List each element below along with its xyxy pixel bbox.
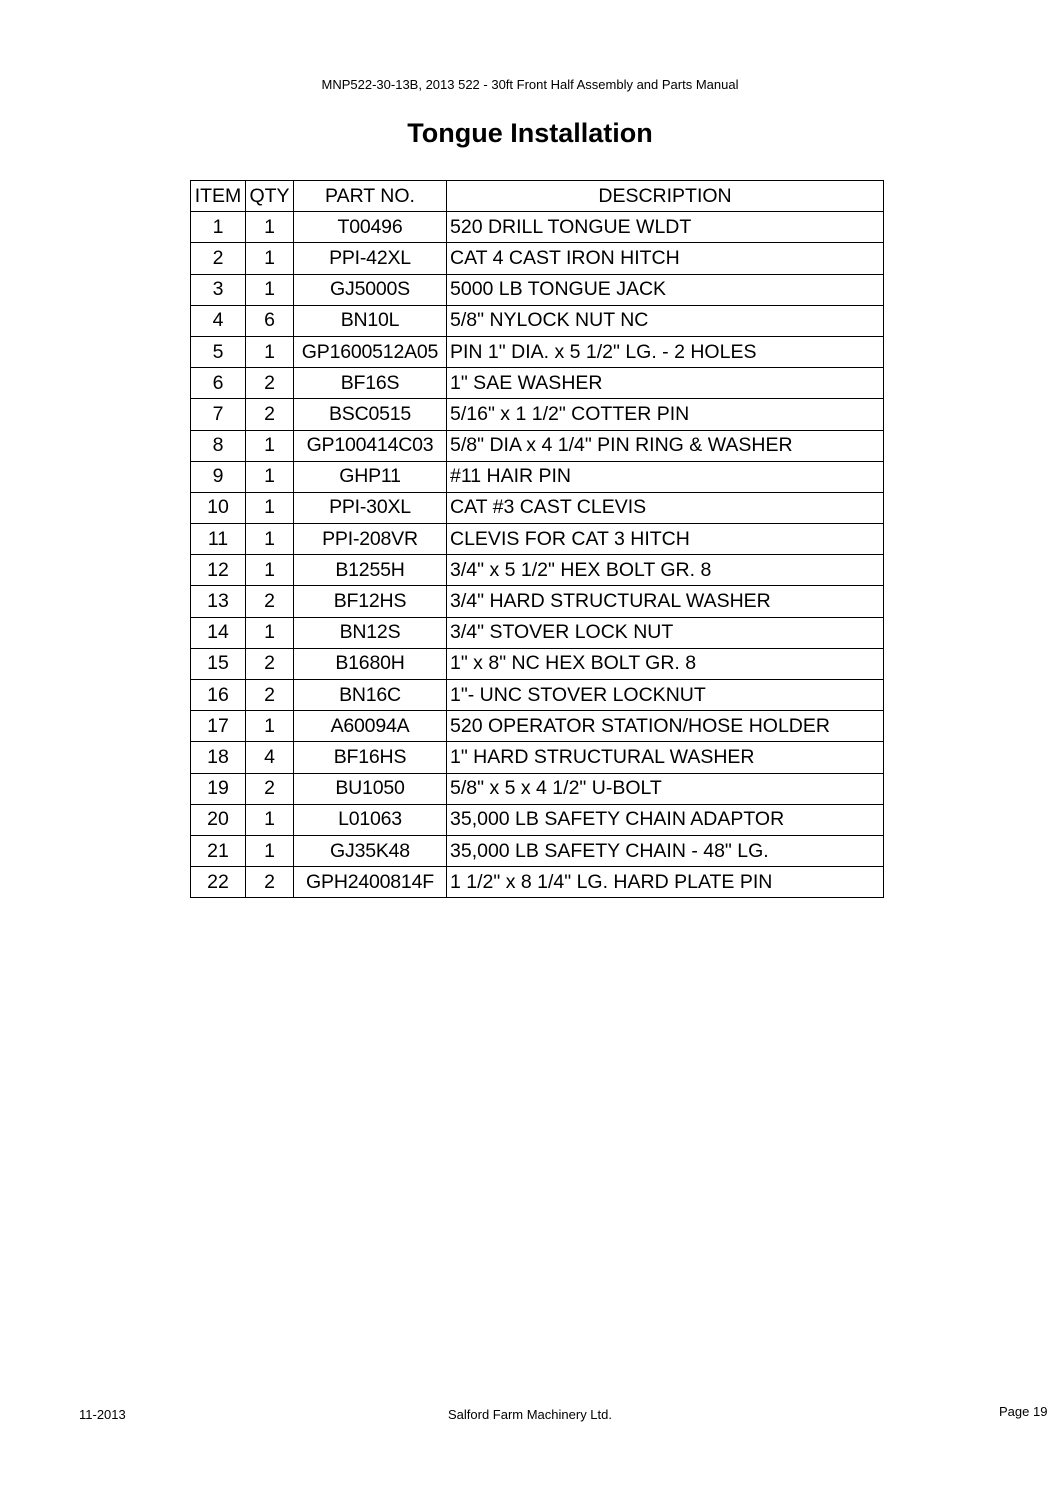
description-cell: 520 OPERATOR STATION/HOSE HOLDER: [447, 711, 884, 742]
item-cell: 9: [191, 461, 246, 492]
parts-table-body: [191, 212, 884, 898]
table-row: [191, 648, 884, 679]
table-row: [191, 274, 884, 305]
item-cell: 12: [191, 555, 246, 586]
item-cell: 4: [191, 305, 246, 336]
description-cell: 5/16" x 1 1/2" COTTER PIN: [447, 399, 884, 430]
qty-cell: 1: [246, 336, 294, 367]
item-cell: 16: [191, 680, 246, 711]
table-row: [191, 492, 884, 523]
description-cell: 3/4" x 5 1/2" HEX BOLT GR. 8: [447, 555, 884, 586]
item-cell: 20: [191, 804, 246, 835]
table-row: [191, 430, 884, 461]
qty-cell: 2: [246, 399, 294, 430]
item-cell: 2: [191, 243, 246, 274]
description-cell: CAT 4 CAST IRON HITCH: [447, 243, 884, 274]
part-number-cell: T00496: [294, 212, 447, 243]
parts-table: [190, 180, 884, 898]
qty-cell: 1: [246, 461, 294, 492]
table-row: [191, 305, 884, 336]
part-number-cell: BF16S: [294, 368, 447, 399]
qty-cell: 1: [246, 430, 294, 461]
item-cell: 1: [191, 212, 246, 243]
item-cell: 7: [191, 399, 246, 430]
qty-cell: 1: [246, 617, 294, 648]
part-number-cell: GP1600512A05: [294, 336, 447, 367]
table-row: [191, 867, 884, 898]
item-cell: 5: [191, 336, 246, 367]
qty-cell: 1: [246, 212, 294, 243]
part-number-cell: GHP11: [294, 461, 447, 492]
table-row: [191, 586, 884, 617]
table-row: [191, 243, 884, 274]
part-number-cell: PPI-42XL: [294, 243, 447, 274]
part-number-cell: BF16HS: [294, 742, 447, 773]
part-number-cell: L01063: [294, 804, 447, 835]
table-row: [191, 711, 884, 742]
part-number-cell: BF12HS: [294, 586, 447, 617]
item-cell: 14: [191, 617, 246, 648]
part-number-cell: BN12S: [294, 617, 447, 648]
description-cell: 1" x 8" NC HEX BOLT GR. 8: [447, 648, 884, 679]
qty-cell: 1: [246, 524, 294, 555]
column-header-part-no: PART NO.: [294, 181, 447, 212]
part-number-cell: BN10L: [294, 305, 447, 336]
part-number-cell: GP100414C03: [294, 430, 447, 461]
part-number-cell: PPI-208VR: [294, 524, 447, 555]
description-cell: 35,000 LB SAFETY CHAIN ADAPTOR: [447, 804, 884, 835]
table-row: [191, 524, 884, 555]
document-header: MNP522-30-13B, 2013 522 - 30ft Front Half Assembly and Parts Manual: [321, 77, 739, 92]
qty-cell: 1: [246, 274, 294, 305]
item-cell: 11: [191, 524, 246, 555]
item-cell: 13: [191, 586, 246, 617]
table-row: [191, 461, 884, 492]
column-header-item: ITEM: [191, 181, 246, 212]
description-cell: #11 HAIR PIN: [447, 461, 884, 492]
part-number-cell: BN16C: [294, 680, 447, 711]
footer-page-number: Page 19: [999, 1404, 1048, 1419]
description-cell: 3/4" HARD STRUCTURAL WASHER: [447, 586, 884, 617]
part-number-cell: BSC0515: [294, 399, 447, 430]
item-cell: 18: [191, 742, 246, 773]
description-cell: 520 DRILL TONGUE WLDT: [447, 212, 884, 243]
item-cell: 8: [191, 430, 246, 461]
column-header-description: DESCRIPTION: [447, 181, 884, 212]
table-row: [191, 399, 884, 430]
table-row: [191, 742, 884, 773]
table-row: [191, 804, 884, 835]
table-row: [191, 336, 884, 367]
qty-cell: 6: [246, 305, 294, 336]
qty-cell: 1: [246, 804, 294, 835]
qty-cell: 1: [246, 711, 294, 742]
qty-cell: 2: [246, 648, 294, 679]
table-row: [191, 368, 884, 399]
description-cell: 5/8" DIA x 4 1/4" PIN RING & WASHER: [447, 430, 884, 461]
qty-cell: 2: [246, 680, 294, 711]
footer-date: 11-2013: [79, 1407, 126, 1422]
table-row: [191, 680, 884, 711]
description-cell: 1" SAE WASHER: [447, 368, 884, 399]
item-cell: 3: [191, 274, 246, 305]
qty-cell: 4: [246, 742, 294, 773]
page-title: Tongue Installation: [407, 118, 653, 148]
part-number-cell: GJ35K48: [294, 835, 447, 866]
description-cell: 5/8" x 5 x 4 1/2" U-BOLT: [447, 773, 884, 804]
part-number-cell: B1255H: [294, 555, 447, 586]
description-cell: 1"- UNC STOVER LOCKNUT: [447, 680, 884, 711]
description-cell: CLEVIS FOR CAT 3 HITCH: [447, 524, 884, 555]
qty-cell: 1: [246, 243, 294, 274]
item-cell: 19: [191, 773, 246, 804]
part-number-cell: A60094A: [294, 711, 447, 742]
item-cell: 17: [191, 711, 246, 742]
part-number-cell: BU1050: [294, 773, 447, 804]
item-cell: 10: [191, 492, 246, 523]
item-cell: 22: [191, 867, 246, 898]
description-cell: CAT #3 CAST CLEVIS: [447, 492, 884, 523]
qty-cell: 1: [246, 835, 294, 866]
description-cell: 3/4" STOVER LOCK NUT: [447, 617, 884, 648]
part-number-cell: GPH2400814F: [294, 867, 447, 898]
qty-cell: 1: [246, 492, 294, 523]
qty-cell: 2: [246, 867, 294, 898]
qty-cell: 1: [246, 555, 294, 586]
qty-cell: 2: [246, 586, 294, 617]
column-header-qty: QTY: [246, 181, 294, 212]
description-cell: 1" HARD STRUCTURAL WASHER: [447, 742, 884, 773]
description-cell: PIN 1" DIA. x 5 1/2" LG. - 2 HOLES: [447, 336, 884, 367]
item-cell: 6: [191, 368, 246, 399]
description-cell: 5/8" NYLOCK NUT NC: [447, 305, 884, 336]
footer-company: Salford Farm Machinery Ltd.: [447, 1407, 612, 1422]
part-number-cell: PPI-30XL: [294, 492, 447, 523]
description-cell: 5000 LB TONGUE JACK: [447, 274, 884, 305]
qty-cell: 2: [246, 773, 294, 804]
description-cell: 1 1/2" x 8 1/4" LG. HARD PLATE PIN: [447, 867, 884, 898]
table-row: [191, 617, 884, 648]
table-header-row: [191, 181, 884, 212]
description-cell: 35,000 LB SAFETY CHAIN - 48" LG.: [447, 835, 884, 866]
qty-cell: 2: [246, 368, 294, 399]
item-cell: 15: [191, 648, 246, 679]
item-cell: 21: [191, 835, 246, 866]
table-row: [191, 212, 884, 243]
table-row: [191, 835, 884, 866]
part-number-cell: B1680H: [294, 648, 447, 679]
table-row: [191, 773, 884, 804]
part-number-cell: GJ5000S: [294, 274, 447, 305]
table-row: [191, 555, 884, 586]
